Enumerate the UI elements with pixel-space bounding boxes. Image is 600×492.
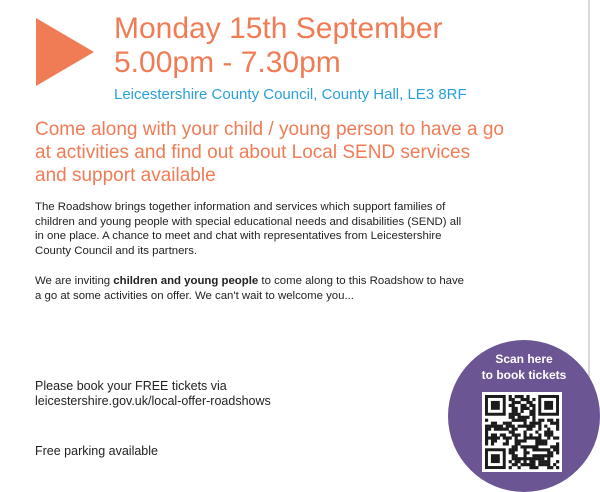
- invite-paragraph: [35, 274, 465, 303]
- event-date: Monday 15th September: [114, 12, 443, 45]
- parking-note: Free parking available: [35, 444, 158, 458]
- qr-code[interactable]: [482, 392, 562, 472]
- booking-info: [35, 379, 271, 409]
- play-arrow-icon: [36, 18, 94, 86]
- scan-label-line1: Scan here: [495, 352, 553, 366]
- booking-instruction: Please book your FREE tickets via: [35, 379, 227, 393]
- scan-label-line2: to book tickets: [481, 368, 567, 382]
- intro-paragraph: The Roadshow brings together information and services which support families of children and young people with special educational needs and disabilities (SEND) all in one place. A chance to meet and chat with representatives from Leicestershire County Council and its partners.: [35, 201, 462, 257]
- booking-link[interactable]: leicestershire.gov.uk/local-offer-roadshows: [35, 394, 271, 408]
- event-time: 5.00pm - 7.30pm: [114, 46, 341, 79]
- invite-text-start: We are inviting: [35, 275, 114, 287]
- invite-text-end: to come along to this Roadshow to have a go at some activities on offer. We can't wait to welcome you...: [35, 275, 465, 302]
- headline: Come along with your child / young person to have a go at activities and find out about Local SEND services and support available: [35, 119, 504, 186]
- scan-label: [448, 351, 600, 383]
- event-venue: Leicestershire County Council, County Hall, LE3 8RF: [114, 86, 467, 103]
- invite-emphasis: children and young people: [113, 275, 259, 287]
